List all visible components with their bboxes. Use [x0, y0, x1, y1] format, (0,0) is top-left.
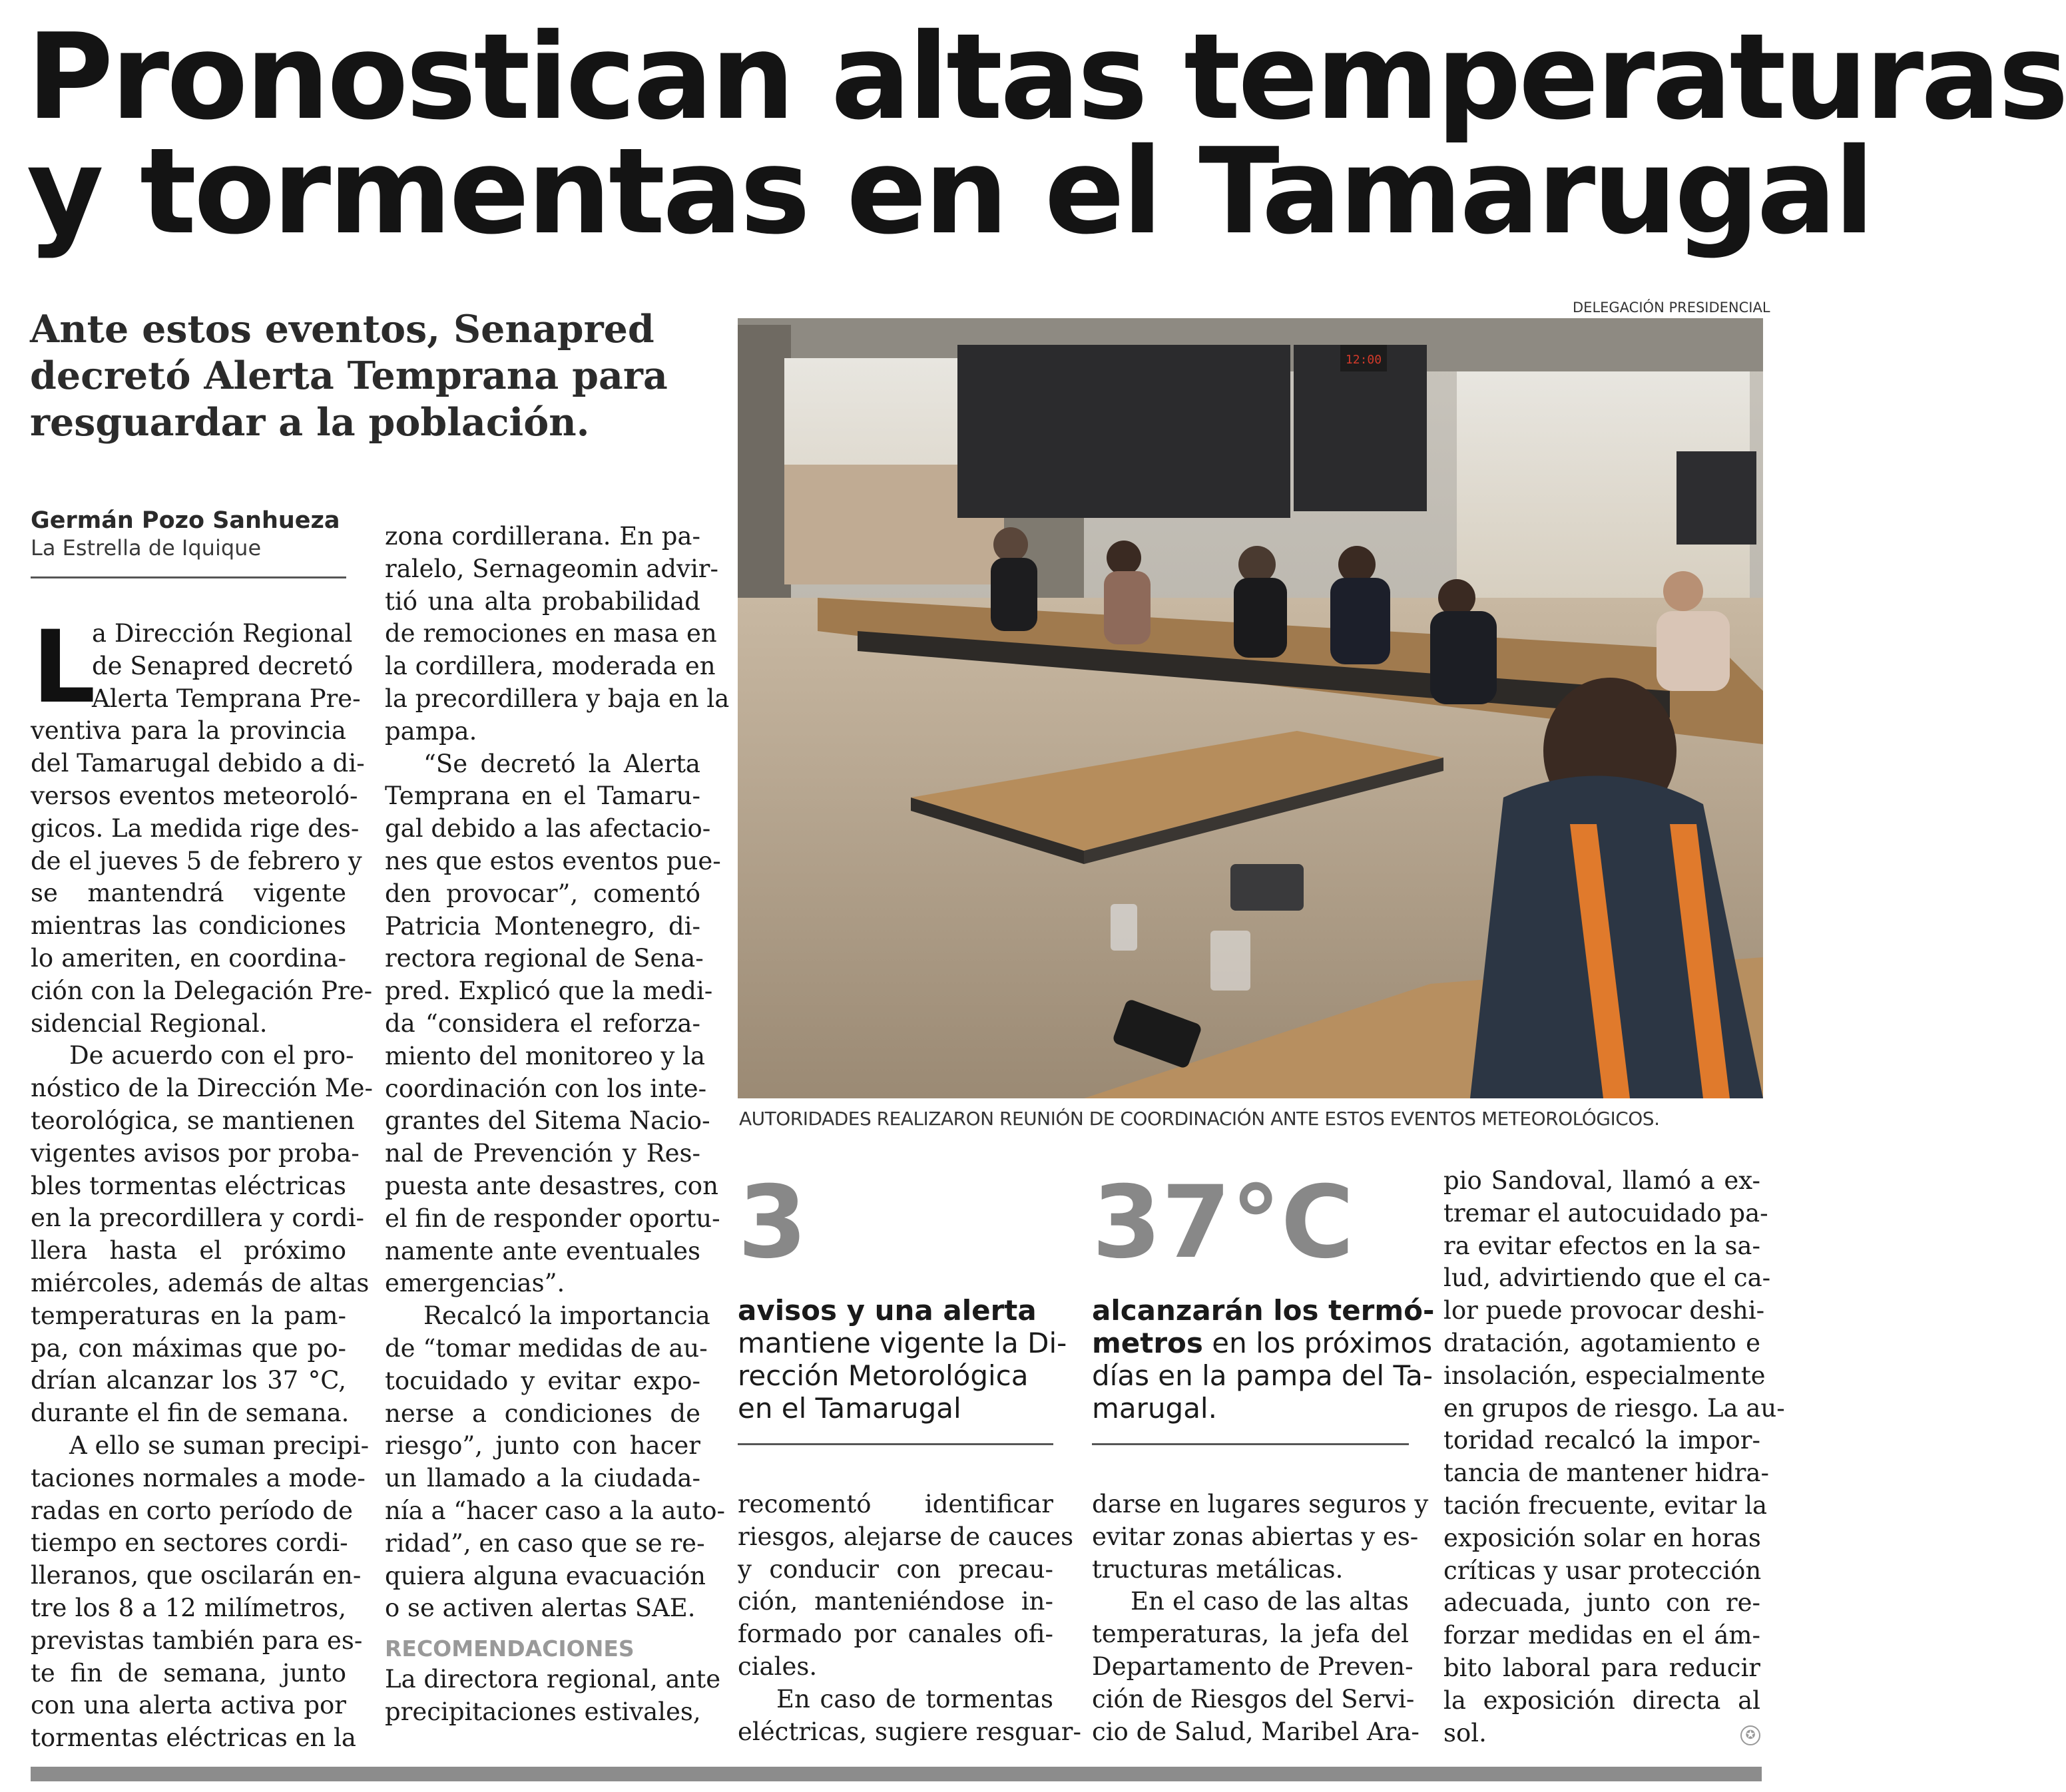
text-line: En caso de tormentas [776, 1684, 1053, 1713]
text-line: nal de Prevención y Res- [385, 1139, 700, 1168]
text-line: dratación, agotamiento e [1443, 1328, 1760, 1357]
text-line: insolación, especialmente [1443, 1361, 1766, 1390]
headline [27, 8, 2066, 260]
text-line: adecuada, junto con re- [1443, 1588, 1760, 1618]
text-line: riesgos, alejarse de cauces [738, 1522, 1074, 1551]
text-line: grantes del Sitema Nacio- [385, 1106, 710, 1136]
stat-2-line: días en la pampa del Ta- [1092, 1359, 1433, 1392]
text-line: un llamado a la ciudada- [385, 1464, 700, 1493]
stat-number-2: 37°C [1092, 1165, 1354, 1281]
wall-clock-text: 12:00 [1345, 353, 1382, 367]
deck-line: resguardar a la población. [30, 400, 590, 445]
text-line: tructuras metálicas. [1092, 1554, 1344, 1584]
stat-2-bold-text: alcanzarán los termó- [1092, 1294, 1435, 1327]
text-line: la exposición directa al [1443, 1685, 1760, 1715]
text-line: ción, manteniéndose in- [738, 1587, 1053, 1616]
text-line: nóstico de la Dirección Me- [31, 1074, 374, 1103]
text-line: lor puede provocar deshi- [1443, 1296, 1765, 1325]
page-bottom-bar [31, 1767, 1762, 1781]
text-line: y conducir con precau- [738, 1554, 1053, 1584]
text-line: de remociones en masa en [385, 619, 717, 648]
stat-2-line: marugal. [1092, 1392, 1217, 1425]
text-line: ridad”, en caso que se re- [385, 1528, 705, 1558]
text-line: pampa. [385, 716, 477, 746]
photo-caption: AUTORIDADES REALIZARON REUNIÓN DE COORDINACIÓN ANTE ESTOS EVENTOS METEOROLÓGICOS. [739, 1108, 1660, 1130]
text-line: quiera alguna evacuación [385, 1561, 706, 1590]
text-line: zona cordillerana. En pa- [385, 522, 700, 551]
text-line: Departamento de Preven- [1092, 1652, 1414, 1681]
meeting-photo-illustration [738, 318, 1763, 1098]
text-line: ción de Riesgos del Servi- [1092, 1684, 1415, 1713]
text-line: ciales. [738, 1652, 818, 1681]
text-line: bito laboral para reducir [1443, 1653, 1760, 1682]
text-line: de el jueves 5 de febrero y [31, 846, 362, 875]
text-line: bles tormentas eléctricas [31, 1171, 346, 1200]
stat-number-1: 3 [738, 1165, 808, 1281]
text-line: gicos. La medida rige des- [31, 813, 360, 843]
body-column-5 [1443, 1165, 1785, 1749]
text-line: puesta ante desastres, con [385, 1171, 718, 1200]
text-line: En el caso de las altas [1131, 1587, 1409, 1616]
text-line: precipitaciones estivales, [385, 1697, 701, 1726]
text-line: ralelo, Sernageomin advir- [385, 554, 718, 583]
headline-line-1: Pronostican altas temperaturas [27, 8, 2066, 146]
text-line: formado por canales ofi- [738, 1620, 1053, 1649]
text-line: De acuerdo con el pro- [69, 1041, 354, 1070]
column-2-lines [385, 521, 730, 1625]
text-line: sol. [1443, 1718, 1487, 1747]
column-1-lines [31, 610, 374, 1755]
text-line: sidencial Regional. [31, 1008, 268, 1038]
text-line: teorológica, se mantienen [31, 1106, 355, 1135]
stat-1-bold [738, 1294, 1053, 1327]
byline-divider [31, 576, 346, 578]
headline-line-2: y tormentas en el Tamarugal [27, 122, 1872, 260]
deck [30, 306, 709, 446]
column-2-tail-lines [385, 1664, 721, 1729]
text-line: Alerta Temprana Pre- [92, 684, 361, 713]
text-line: taciones normales a mode- [31, 1463, 366, 1492]
text-line: pred. Explicó que la medi- [385, 977, 713, 1006]
text-line: del Tamarugal debido a di- [31, 749, 365, 778]
text-line: darse en lugares seguros y [1092, 1490, 1429, 1518]
text-line: coordinación con los inte- [385, 1074, 707, 1103]
text-line: forzar medidas en el ám- [1443, 1621, 1760, 1650]
text-line: miércoles, además de altas [31, 1268, 370, 1297]
stat-2-line [1092, 1294, 1435, 1327]
text-line: emergencias”. [385, 1269, 565, 1298]
stat-2-bold-text: metros [1092, 1327, 1203, 1359]
text-line: te fin de semana, junto [31, 1658, 346, 1687]
text-line: se mantendrá vigente [31, 879, 346, 908]
text-line: den provocar”, comentó [385, 879, 700, 908]
text-line: durante el fin de semana. [31, 1399, 350, 1428]
text-line: tocuidado y evitar expo- [385, 1366, 700, 1395]
text-line: de Senapred decretó [92, 651, 354, 680]
text-line: llera hasta el próximo [31, 1236, 346, 1265]
text-line: en la precordillera y cordi- [31, 1204, 365, 1233]
text-line: críticas y usar protección [1443, 1556, 1762, 1585]
body-column-4 [1092, 1488, 1429, 1748]
stat-2-rest-text: en los próximos [1202, 1327, 1433, 1359]
deck-line: decretó Alerta Temprana para [30, 353, 668, 398]
text-line: miento del monitoreo y la [385, 1041, 706, 1070]
stat-1-divider [738, 1443, 1053, 1445]
text-line: pa, con máximas que po- [31, 1333, 346, 1363]
text-line: de “tomar medidas de au- [385, 1333, 708, 1363]
text-line: La directora regional, ante [385, 1665, 721, 1694]
text-line: rectora regional de Sena- [385, 944, 704, 973]
text-line: ra evitar efectos en la sa- [1443, 1231, 1760, 1260]
text-line: tancia de mantener hidra- [1443, 1458, 1769, 1488]
end-of-article-icon: ✪ [1740, 1725, 1760, 1745]
stat-1-line: rección Metorológica [738, 1359, 1029, 1392]
text-line: Recalcó la importancia [423, 1301, 710, 1331]
stat-1-line: mantiene vigente la Di- [738, 1327, 1067, 1359]
text-line: recomentó identificar [738, 1490, 1053, 1518]
column-5-lines [1443, 1165, 1785, 1749]
body-column-3 [738, 1488, 1081, 1748]
stat-2-text [1092, 1294, 1435, 1425]
text-line: lud, advirtiendo que el ca- [1443, 1263, 1771, 1293]
body-column-1 [31, 610, 374, 1755]
text-line: la precordillera y baja en la [385, 684, 730, 713]
text-line: con una alerta activa por [31, 1691, 346, 1720]
text-line: pio Sandoval, llamó a ex- [1443, 1166, 1760, 1195]
stat-2-divider [1092, 1443, 1409, 1445]
text-line: evitar zonas abiertas y es- [1092, 1522, 1419, 1551]
text-line: el fin de responder oportu- [385, 1204, 720, 1233]
text-line: Temprana en el Tamaru- [385, 782, 700, 811]
text-line: tió una alta probabilidad [385, 586, 700, 616]
text-line: tremar el autocuidado pa- [1443, 1198, 1768, 1228]
text-line: riesgo”, junto con hacer [385, 1431, 700, 1460]
text-line: “Se decretó la Alerta [423, 749, 700, 778]
text-line: eléctricas, sugiere resguar- [738, 1717, 1081, 1746]
text-line: cio de Salud, Maribel Ara- [1092, 1717, 1420, 1746]
text-line: nerse a condiciones de [385, 1399, 700, 1428]
text-line: en grupos de riesgo. La au- [1443, 1393, 1785, 1423]
text-line: temperaturas en la pam- [31, 1301, 346, 1330]
stat-1-bold-text: avisos y una alerta [738, 1294, 1037, 1327]
text-line: A ello se suman precipi- [69, 1431, 370, 1460]
author-name: Germán Pozo Sanhueza [31, 507, 340, 534]
body-column-2 [385, 521, 730, 1729]
stat-1-line: en el Tamarugal [738, 1392, 961, 1425]
text-line: tormentas eléctricas en la [31, 1723, 356, 1753]
text-line: lleranos, que oscilarán en- [31, 1561, 362, 1590]
text-line: vigentes avisos por proba- [31, 1138, 360, 1168]
text-line: o se activen alertas SAE. [385, 1594, 696, 1623]
text-line: tiempo en sectores cordi- [31, 1528, 348, 1558]
text-line: nes que estos eventos pue- [385, 846, 721, 875]
text-line: temperaturas, la jefa del [1092, 1620, 1409, 1649]
drop-cap: L [32, 610, 96, 726]
stat-2-line [1092, 1327, 1433, 1359]
section-subhead: RECOMENDACIONES [385, 1636, 635, 1662]
text-line: radas en corto período de [31, 1496, 353, 1525]
text-line: versos eventos meteoroló- [31, 781, 358, 810]
meeting-photo [738, 318, 1763, 1098]
text-line: mientras las condiciones [31, 911, 346, 941]
text-line: drían alcanzar los 37 °C, [31, 1366, 346, 1395]
text-line: exposición solar en horas [1443, 1523, 1761, 1552]
deck-line: Ante estos eventos, Senapred [30, 307, 654, 351]
text-line: a Dirección Regional [92, 619, 353, 648]
text-line: ción con la Delegación Pre- [31, 976, 373, 1005]
column-4-lines [1092, 1488, 1429, 1748]
text-line: previstas también para es- [31, 1626, 363, 1655]
text-line: la cordillera, moderada en [385, 652, 716, 681]
text-line: toridad recalcó la impor- [1443, 1426, 1760, 1455]
text-line: namente ante eventuales [385, 1236, 700, 1265]
photo-credit: DELEGACIÓN PRESIDENCIAL [1573, 300, 1770, 316]
text-line: tre los 8 a 12 milímetros, [31, 1593, 346, 1622]
text-line: lo ameriten, en coordina- [31, 943, 346, 973]
author-outlet: La Estrella de Iquique [31, 535, 262, 560]
text-line: Patricia Montenegro, di- [385, 911, 700, 941]
column-3-lines [738, 1488, 1081, 1748]
text-line: da “considera el reforza- [385, 1008, 700, 1038]
text-line: gal debido a las afectacio- [385, 814, 711, 843]
stat-1-text [738, 1294, 1067, 1425]
text-line: ventiva para la provincia [31, 716, 346, 746]
text-line: tación frecuente, evitar la [1443, 1490, 1768, 1520]
text-line: nía a “hacer caso a la auto- [385, 1496, 725, 1525]
